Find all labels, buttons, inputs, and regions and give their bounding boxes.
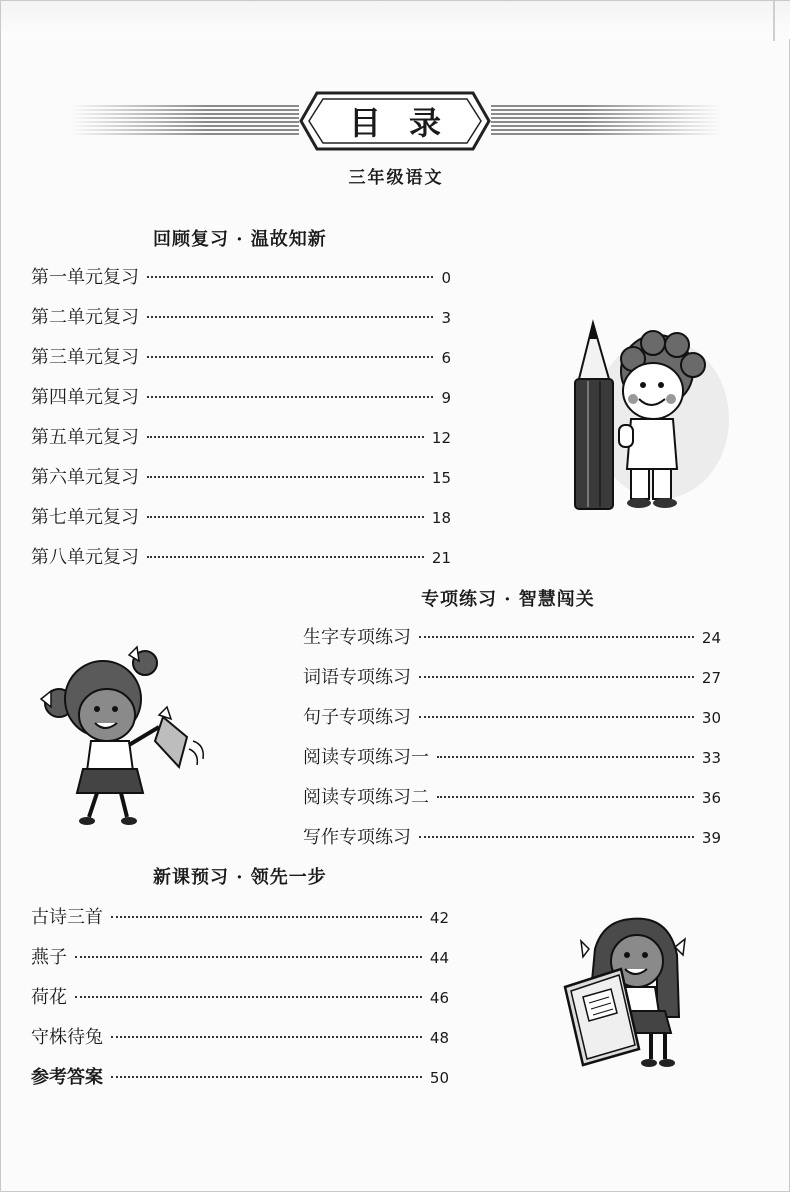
toc-page-number: 42 — [429, 909, 449, 927]
toc-row[interactable] — [31, 383, 451, 409]
page-edge-rule — [773, 1, 775, 41]
dot-leader — [419, 636, 694, 638]
toc-page-number: 3 — [441, 309, 451, 327]
toc-page-number: 48 — [429, 1029, 449, 1047]
toc-row[interactable] — [31, 543, 451, 569]
toc-page-number: 33 — [701, 749, 721, 767]
title-banner — [69, 89, 721, 153]
girl-with-book-icon — [561, 913, 721, 1071]
toc-item-label: 写作专项练习 — [303, 827, 411, 848]
dot-leader — [111, 1076, 422, 1078]
toc-row[interactable] — [31, 943, 449, 969]
toc-page-number: 44 — [429, 949, 449, 967]
toc-page-number: 50 — [429, 1069, 449, 1087]
toc-item-label: 第四单元复习 — [31, 387, 139, 408]
toc-row[interactable] — [31, 463, 451, 489]
banner-stripes-right — [491, 105, 721, 137]
toc-row[interactable] — [303, 623, 721, 649]
toc-page-number: 6 — [441, 349, 451, 367]
dot-leader — [75, 956, 422, 958]
dot-leader — [75, 996, 422, 998]
toc-item-label: 第五单元复习 — [31, 427, 139, 448]
toc-page-number: 24 — [701, 629, 721, 647]
toc-row[interactable] — [303, 743, 721, 769]
dot-leader — [419, 716, 694, 718]
toc-row[interactable] — [303, 703, 721, 729]
toc-item-label: 燕子 — [31, 947, 67, 968]
toc-item-label: 阅读专项练习二 — [303, 787, 429, 808]
toc-page-number: 46 — [429, 989, 449, 1007]
page-subtitle: 三年级语文 — [348, 168, 444, 188]
toc-item-label: 守株待兔 — [31, 1027, 103, 1048]
toc-row[interactable] — [303, 823, 721, 849]
toc-page-number: 21 — [431, 549, 451, 567]
top-bleed-strip — [1, 1, 790, 39]
dot-leader — [147, 516, 424, 518]
dot-leader — [147, 556, 424, 558]
dot-leader — [111, 1036, 422, 1038]
dot-leader — [147, 436, 424, 438]
dot-leader — [147, 396, 433, 398]
toc-page-number: 27 — [701, 669, 721, 687]
toc-item-label: 古诗三首 — [31, 907, 103, 928]
toc-page-number: 12 — [431, 429, 451, 447]
toc-page-number: 18 — [431, 509, 451, 527]
toc-item-label: 第六单元复习 — [31, 467, 139, 488]
toc-item-label: 参考答案 — [31, 1067, 103, 1088]
dot-leader — [419, 676, 694, 678]
toc-item-label: 句子专项练习 — [303, 707, 411, 728]
toc-row[interactable] — [31, 1023, 449, 1049]
toc-row[interactable] — [31, 263, 451, 289]
toc-row[interactable] — [303, 663, 721, 689]
toc-page-number: 9 — [441, 389, 451, 407]
boy-with-pencil-icon — [561, 319, 731, 515]
dot-leader — [437, 796, 694, 798]
section-heading-practice: 专项练习 · 智慧闯关 — [421, 589, 595, 610]
page-title: 目录 — [348, 104, 469, 142]
section-heading-preview: 新课预习 · 领先一步 — [153, 867, 327, 888]
dot-leader — [419, 836, 694, 838]
toc-row[interactable] — [31, 903, 449, 929]
toc-item-label: 词语专项练习 — [303, 667, 411, 688]
toc-row[interactable] — [31, 423, 451, 449]
toc-row[interactable] — [31, 303, 451, 329]
toc-page-number: 36 — [701, 789, 721, 807]
section-heading-review: 回顾复习 · 温故知新 — [153, 229, 327, 250]
toc-page-number: 0 — [441, 269, 451, 287]
dot-leader — [437, 756, 694, 758]
toc-row[interactable] — [303, 783, 721, 809]
toc-page-number: 39 — [701, 829, 721, 847]
toc-item-label: 第七单元复习 — [31, 507, 139, 528]
toc-page-number: 30 — [701, 709, 721, 727]
dot-leader — [147, 276, 433, 278]
toc-item-label: 第三单元复习 — [31, 347, 139, 368]
toc-row[interactable] — [31, 503, 451, 529]
banner-stripes-left — [69, 105, 299, 137]
toc-page-number: 15 — [431, 469, 451, 487]
toc-item-label: 阅读专项练习一 — [303, 747, 429, 768]
girl-with-bell-icon — [37, 641, 207, 831]
dot-leader — [111, 916, 422, 918]
toc-item-label: 第八单元复习 — [31, 547, 139, 568]
dot-leader — [147, 316, 433, 318]
dot-leader — [147, 476, 424, 478]
toc-item-label: 荷花 — [31, 987, 67, 1008]
toc-item-label: 生字专项练习 — [303, 627, 411, 648]
dot-leader — [147, 356, 433, 358]
toc-item-label: 第一单元复习 — [31, 267, 139, 288]
toc-item-label: 第二单元复习 — [31, 307, 139, 328]
toc-row[interactable] — [31, 983, 449, 1009]
toc-row-answers[interactable] — [31, 1063, 449, 1089]
toc-row[interactable] — [31, 343, 451, 369]
